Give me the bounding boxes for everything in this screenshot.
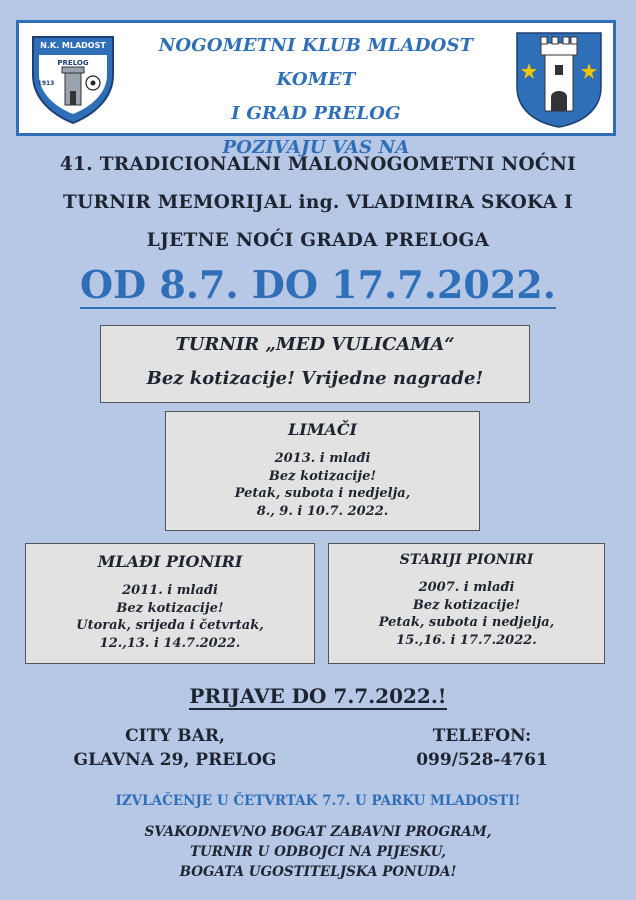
header-panel: [16, 20, 616, 158]
contact-street: GLAVNA 29, PRELOG: [73, 750, 277, 770]
category-stariji-line: Petak, subota i nedjelja,: [378, 615, 555, 630]
category-stariji-line: 2007. i mlađi: [418, 580, 515, 595]
club-logo-town: PRELOG: [57, 59, 89, 67]
title-line-3: LJETNE NOĆI GRADA PRELOGA: [146, 230, 490, 251]
contact-address: [40, 724, 310, 772]
event-dates-text: OD 8.7. DO 17.7.2022.: [80, 262, 556, 307]
category-mladji-box: [25, 543, 315, 664]
tower-coat-of-arms-icon: [515, 31, 603, 129]
program-info: [0, 822, 636, 882]
category-stariji-title: STARIJI PIONIRI: [399, 552, 534, 568]
club-logo-year: 1913: [37, 80, 55, 87]
title-line-1: 41. TRADICIONALNI MALONOGOMETNI NOĆNI: [59, 154, 577, 175]
title-line-2: TURNIR MEMORIJAL ing. VLADIMIRA SKOKA I: [63, 192, 573, 213]
event-title: [0, 146, 636, 260]
turnir-box: [100, 325, 530, 403]
contact-place: CITY BAR,: [125, 726, 225, 746]
category-mladji-title: MLAĐI PIONIRI: [97, 552, 243, 571]
category-mladji-line: Utorak, srijeda i četvrtak,: [76, 618, 264, 633]
category-stariji-line: 15.,16. i 17.7.2022.: [396, 632, 537, 648]
category-limaci-title: LIMAČI: [287, 420, 358, 439]
event-dates: [0, 262, 636, 308]
turnir-title: TURNIR „MED VULICAMA“: [175, 334, 455, 355]
category-mladji-line: 2011. i mlađi: [122, 583, 218, 598]
category-limaci-line: Bez kotizacije!: [268, 468, 377, 484]
program-line: SVAKODNEVNO BOGAT ZABAVNI PROGRAM,: [144, 824, 492, 840]
phone-label: TELEFON:: [432, 726, 532, 746]
category-stariji-line: Bez kotizacije!: [412, 597, 521, 613]
program-line: TURNIR U ODBOJCI NA PIJESKU,: [189, 844, 446, 860]
contact-phone: [382, 724, 582, 772]
category-mladji-line: Bez kotizacije!: [116, 600, 224, 616]
program-line: BOGATA UGOSTITELJSKA PONUDA!: [179, 864, 457, 880]
club-crest-icon: [29, 33, 117, 125]
category-limaci-line: 8., 9. i 10.7. 2022.: [256, 503, 389, 519]
header-text: [119, 29, 513, 165]
category-stariji-box: [328, 543, 605, 664]
header-line-invite: POZIVAJU VAS NA: [222, 137, 410, 158]
phone-number: 099/528-4761: [416, 750, 548, 770]
turnir-subtitle: Bez kotizacije! Vrijedne nagrade!: [146, 368, 484, 389]
club-logo-name: N.K. MLADOST: [40, 41, 106, 50]
draw-announcement: IZVLAČENJE U ČETVRTAK 7.7. U PARKU MLADOSTI!: [115, 793, 521, 809]
registration-deadline: [0, 683, 636, 709]
category-mladji-line: 12.,13. i 14.7.2022.: [99, 635, 241, 651]
header-line-city: I GRAD PRELOG: [231, 103, 401, 124]
registration-deadline-text: PRIJAVE DO 7.7.2022.!: [189, 684, 447, 708]
header-line-club: NOGOMETNI KLUB MLADOST KOMET: [158, 35, 474, 90]
category-limaci-line: 2013. i mlađi: [274, 451, 371, 466]
category-limaci-box: [165, 411, 480, 531]
category-limaci-line: Petak, subota i nedjelja,: [234, 486, 411, 501]
